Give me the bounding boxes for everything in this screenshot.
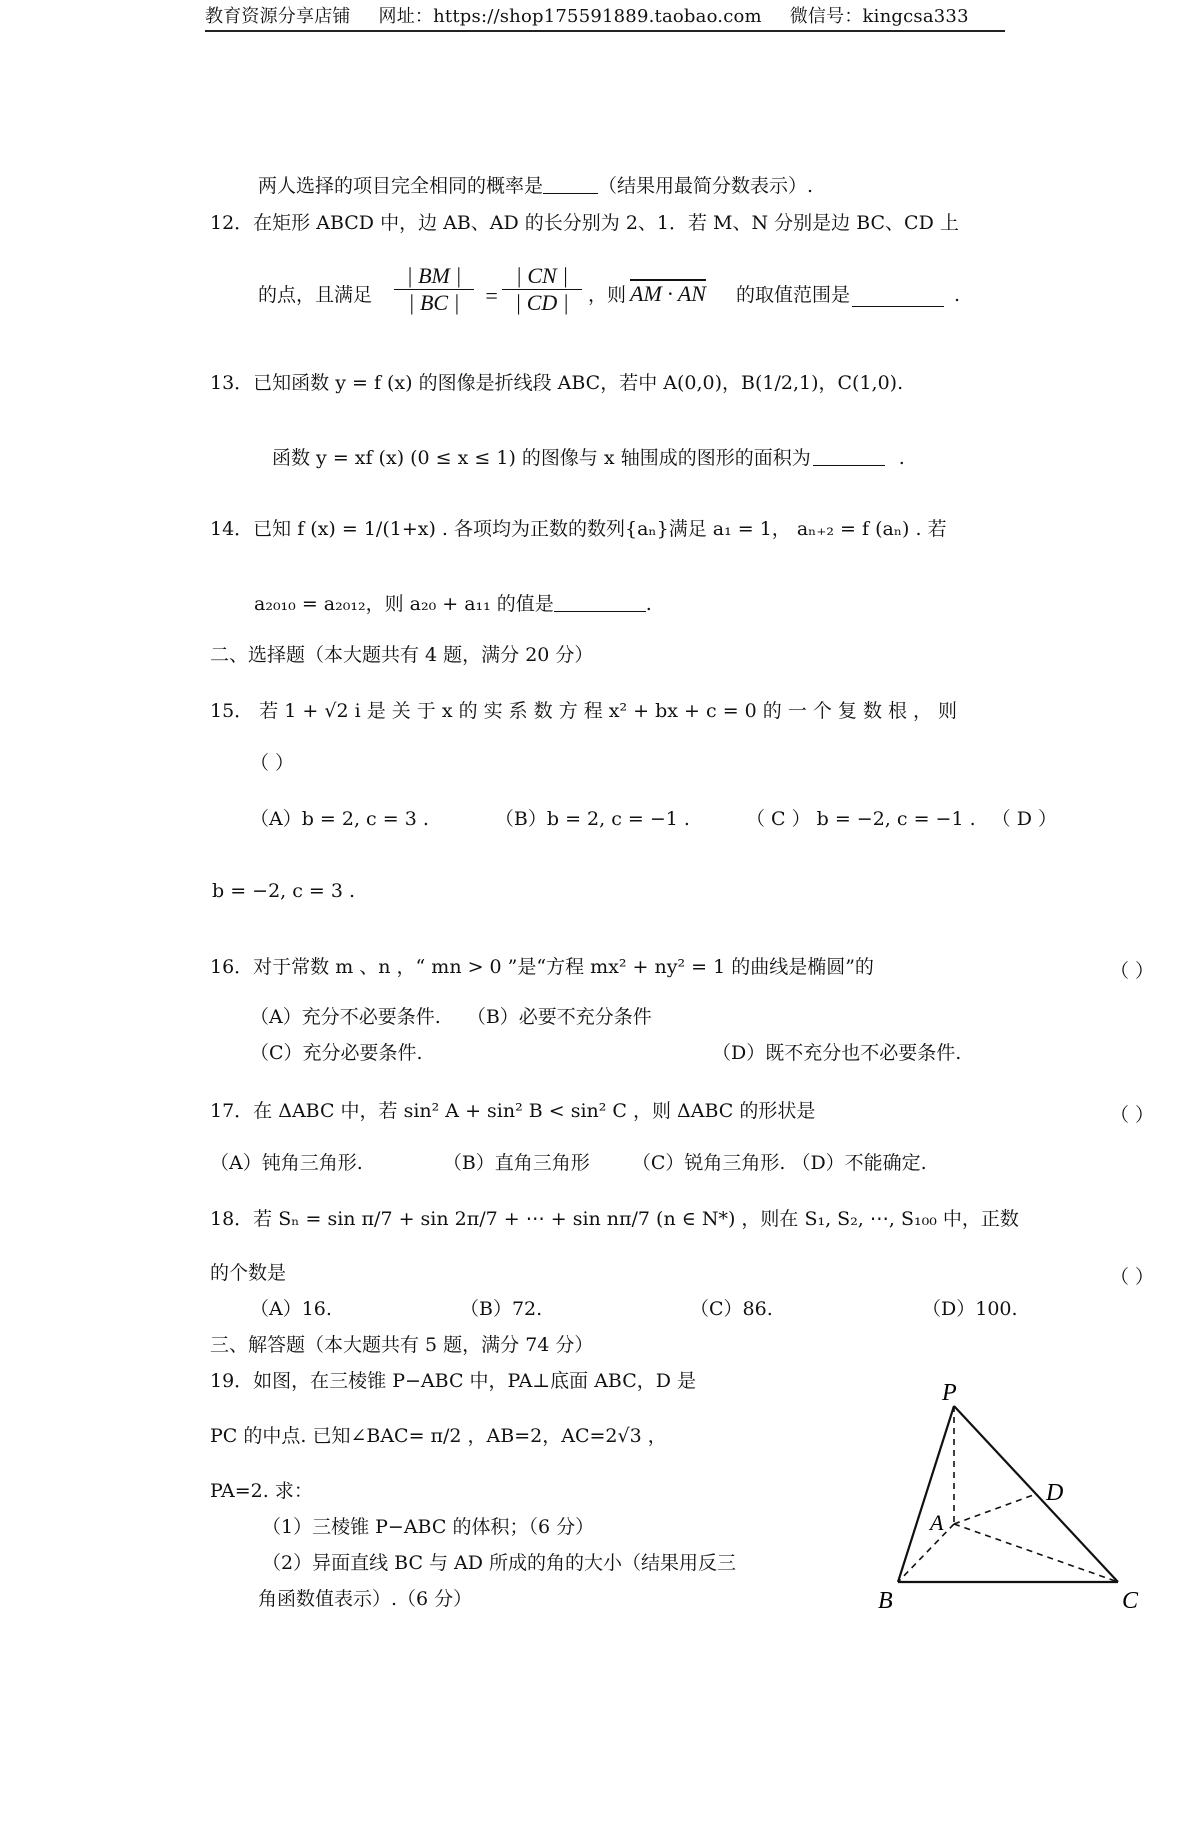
header-rule [205,30,1005,32]
q15-paren: （ ） [250,752,295,774]
section2-title: 二、选择题（本大题共有 4 题，满分 20 分） [210,644,594,666]
q19-line2: PC 的中点. 已知∠BAC= π/2 ，AB=2，AC=2√3 ， [210,1425,667,1447]
q12-frac2-den: | CD | [515,290,569,316]
label-A: A [930,1510,944,1535]
q15-optD: b = −2, c = 3 . [212,880,356,902]
q18-optA: （A）16. [250,1298,332,1320]
q16-line1: 16．对于常数 m 、n ，“ mn > 0 ”是“方程 mx² + ny² = 1 的曲线是椭圆”的 [210,956,874,978]
q15-optC: （ C ） b = −2, c = −1 . [745,808,976,830]
edge-PB [898,1406,954,1582]
q14-text: a₂₀₁₀ = a₂₀₁₂，则 a₂₀ + a₁₁ 的值是 [254,593,554,615]
q14-end: . [645,593,652,615]
q17-options [210,1152,927,1175]
label-B: B [878,1588,893,1614]
q12-frac2 [502,263,582,317]
section3-title: 三、解答题（本大题共有 5 题，满分 74 分） [210,1334,594,1356]
header-shop: 教育资源分享店铺 [205,6,351,27]
q12-frac1-den: | BC | [408,290,460,316]
q12-frac1-num: | BM | [394,263,474,290]
q17-optA: （A）钝角三角形. [210,1152,363,1174]
q16-optA: （A）充分不必要条件. [250,1006,441,1028]
q12-line1: 12．在矩形 ABCD 中，边 AB、AD 的长分别为 2、1．若 M、N 分别是边 BC、CD 上 [210,212,959,234]
q16-optD: （D）既不充分也不必要条件. [712,1042,962,1064]
q15-optA: （A）b = 2, c = 3 . [250,808,429,830]
q18-line2: 的个数是 [210,1262,287,1284]
q14-blank [554,592,646,612]
q13-line2 [272,446,905,470]
q19-line3: PA=2. 求： [210,1480,313,1502]
q16-paren: （ ） [1110,960,1155,982]
edge-AC [954,1524,1118,1582]
q18-optC: （C）86. [690,1298,773,1320]
q14-line1: 14．已知 f (x) = 1/(1+x) . 各项均为正数的数列{aₙ}满足 a₁ = 1， aₙ₊₂ = f (aₙ) . 若 [210,518,947,540]
q18-optD: （D）100. [922,1298,1018,1320]
q12-blank [852,287,944,307]
q11-blank [543,174,598,194]
q11-tail [258,174,813,198]
q16-optB: （B）必要不充分条件 [466,1006,652,1028]
q19-part2a: （2）异面直线 BC 与 AD 所成的角的大小（结果用反三 [262,1552,737,1574]
q15-options [250,808,1057,831]
q12-end: . [954,284,961,306]
q12-frac2-num: | CN | [502,263,582,290]
q19-line1: 19．如图，在三棱锥 P−ABC 中，PA⊥底面 ABC，D 是 [210,1370,697,1392]
q15-optB: （B）b = 2, c = −1 . [494,808,690,830]
q19-part1: （1）三棱锥 P−ABC 的体积；（6 分） [262,1516,595,1538]
q14-line2 [254,592,652,616]
q18-optB: （B）72. [460,1298,543,1320]
q18-paren: （ ） [1110,1266,1155,1288]
q13-end: . [898,447,905,469]
q12-frac1 [394,263,474,317]
q17-optB: （B）直角三角形 [442,1152,590,1174]
label-C: C [1122,1588,1139,1614]
q16-row1 [250,1006,652,1029]
header-wechat: 微信号：kingcsa333 [789,6,969,27]
q13-blank [813,446,885,466]
q13-line1: 13．已知函数 y = f (x) 的图像是折线段 ABC，若中 A(0,0)，B(1/2,1)，C(1,0). [210,372,904,394]
q17-line1: 17．在 ΔABC 中，若 sin² A + sin² B < sin² C ，则 ΔABC 的形状是 [210,1100,816,1122]
q18-line1: 18．若 Sₙ = sin π/7 + sin 2π/7 + ⋯ + sin nπ/7 (n ∈ N*) ，则在 S₁, S₂, ⋯, S₁₀₀ 中，正数 [210,1208,1019,1230]
q19-part2b: 角函数值表示）.（6 分） [258,1588,473,1610]
edge-AD [954,1494,1036,1524]
q11-suffix: （结果用最简分数表示）. [598,175,814,197]
q17-optD: （D）不能确定. [791,1152,927,1174]
q17-paren: （ ） [1110,1104,1155,1126]
q12-mid: ，则 [588,284,627,306]
header-site: 网址：https://shop175591889.taobao.com [378,6,762,27]
pyramid-figure [870,1380,1160,1620]
q15-line1: 15． 若 1 + √2 i 是 关 于 x 的 实 系 数 方 程 x² + bx + c = 0 的 一 个 复 数 根 ， 则 [210,700,958,722]
q16-optC: （C）充分必要条件. [250,1042,423,1064]
label-D: D [1046,1480,1064,1506]
q17-optC: （C）锐角三角形. [631,1152,786,1174]
q12-expr: AM · AN [630,281,706,306]
q12-eq: = [484,283,499,308]
q13-text: 函数 y = xf (x) (0 ≤ x ≤ 1) 的图像与 x 轴围成的图形的面积为 [272,447,811,469]
q15-optD-label: （ D ） [991,808,1057,830]
q12-post: 的取值范围是 [736,284,851,306]
q11-text: 两人选择的项目完全相同的概率是 [258,175,544,197]
q12-pre: 的点，且满足 [258,284,373,306]
label-P: P [942,1380,957,1406]
page-header [205,2,1005,30]
